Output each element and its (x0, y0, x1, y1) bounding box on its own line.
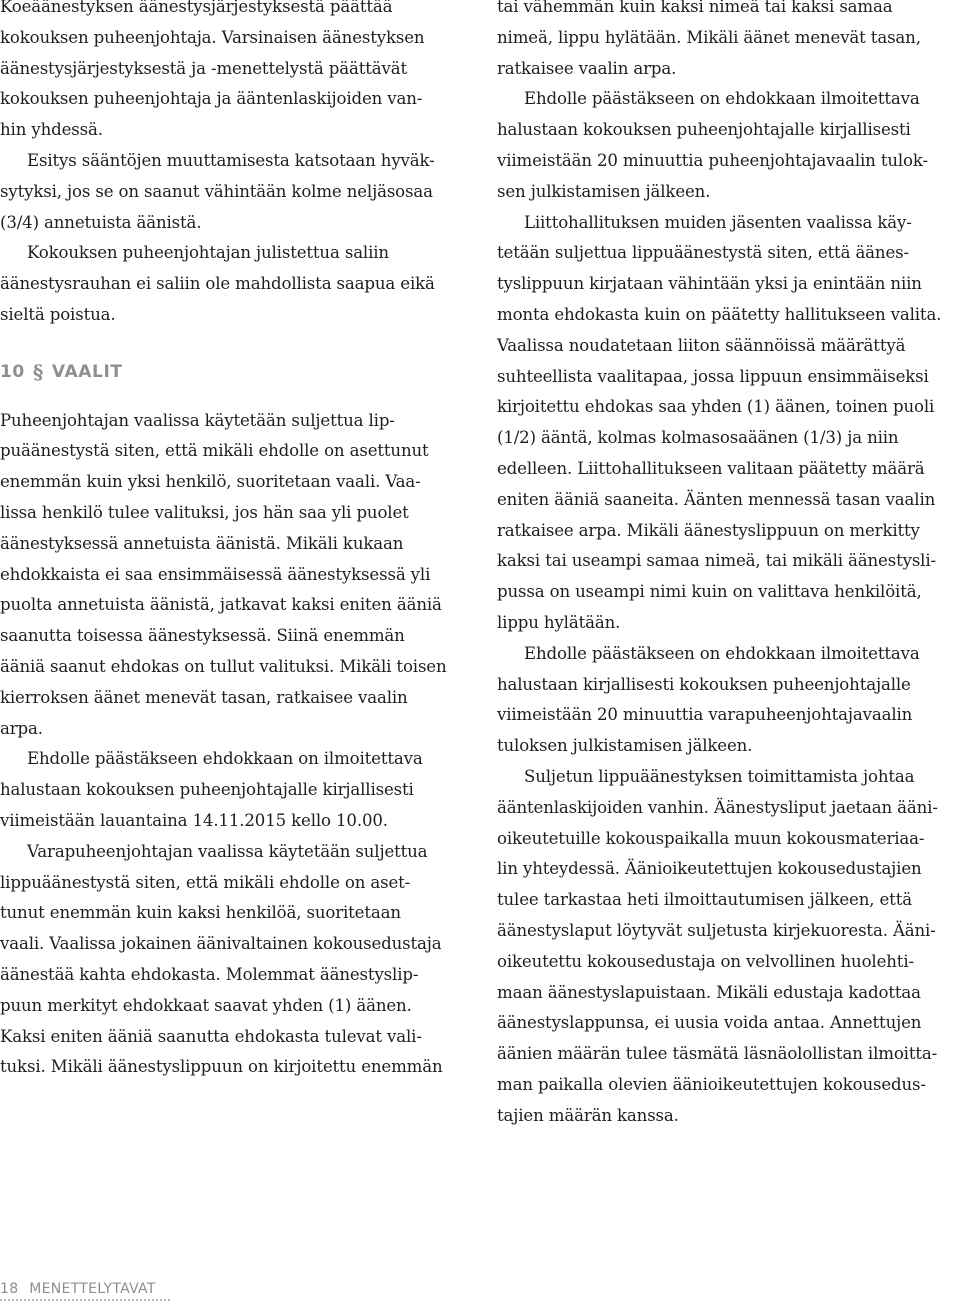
text-line: edelleen. Liittohallitukseen valitaan päätetty määrä (497, 458, 925, 478)
text-line: äänestää kahta ehdokasta. Molemmat äänestyslip- (0, 964, 419, 984)
text-line: lippu hylätään. (497, 612, 621, 632)
text-line: halustaan kokouksen puheenjohtajalle kirjallisesti (0, 780, 414, 800)
text-line: kokouksen puheenjohtaja. Varsinaisen äänestyksen (0, 27, 425, 47)
text-line: Vaalissa noudatetaan liiton säännöissä määrättyä (497, 335, 906, 355)
text-line: viimeistään lauantaina 14.11.2015 kello 10.00. (0, 810, 388, 830)
text-line: saanutta toisessa äänestyksessä. Siinä enemmän (0, 626, 405, 646)
text-line: enemmän kuin yksi henkilö, suoritetaan vaali. Vaa- (0, 472, 421, 492)
text-line: hin yhdessä. (0, 120, 103, 140)
text-line: tuksi. Mikäli äänestyslippuun on kirjoitettu enemmän (0, 1057, 443, 1077)
section-title: VAALIT (51, 361, 123, 382)
text-line: Kaksi eniten ääniä saanutta ehdokasta tulevat vali- (0, 1026, 422, 1046)
text-line: sytyksi, jos se on saanut vähintään kolme neljäsosaa (0, 181, 433, 201)
footer-section-title: MENETTELYTAVAT (29, 1281, 156, 1297)
text-line: Koeäänestyksen äänestysjärjestyksestä päättää (0, 0, 393, 16)
text-line: tajien määrän kanssa. (497, 1105, 679, 1125)
text-line: äänien määrän tulee täsmätä läsnäolollistan ilmoitta- (497, 1044, 938, 1064)
text-line: oikeutetuille kokouspaikalla muun kokousmateriaa- (497, 828, 925, 848)
paragraph-block-elections-continued (497, 0, 960, 1131)
text-line: äänestysrauhan ei saliin ole mahdollista saapua eikä (0, 274, 435, 294)
text-line: äänestyksessä annetuista äänistä. Mikäli kukaan (0, 533, 404, 553)
text-line: ehdokkaista ei saa ensimmäisessä äänestyksessä yli (0, 564, 431, 584)
paragraph-block-elections (0, 406, 470, 1084)
text-line: vaali. Vaalissa jokainen äänivaltainen kokousedustaja (0, 934, 442, 954)
text-line: Ehdolle päästäkseen on ehdokkaan ilmoitettava (524, 643, 920, 663)
text-line: puäänestystä siten, että mikäli ehdolle on asettunut (0, 441, 429, 461)
text-line: äänestyslappunsa, ei uusia voida antaa. Annettujen (497, 1013, 922, 1033)
left-column (0, 0, 470, 1083)
text-line: maan äänestyslapuistaan. Mikäli edustaja kadottaa (497, 982, 921, 1002)
text-line: Suljetun lippuäänestyksen toimittamista johtaa (524, 766, 915, 786)
text-line: ratkaisee vaalin arpa. (497, 58, 677, 78)
text-line: sen julkistamisen jälkeen. (497, 181, 711, 201)
text-line: ratkaisee arpa. Mikäli äänestyslippuun on merkitty (497, 520, 920, 540)
page-footer (0, 1281, 170, 1301)
text-line: ääntenlaskijoiden vanhin. Äänestysliput jaetaan ääni- (497, 797, 938, 817)
text-line: sieltä poistua. (0, 304, 116, 324)
paragraph-block-voting (0, 0, 470, 331)
text-line: Ehdolle päästäkseen on ehdokkaan ilmoitettava (524, 89, 920, 109)
text-line: arpa. (0, 718, 43, 738)
text-line: Puheenjohtajan vaalissa käytetään suljettua lip- (0, 410, 395, 430)
text-line: tetään suljettua lippuäänestystä siten, että äänes- (497, 243, 909, 263)
text-line: tunut enemmän kuin kaksi henkilöä, suoritetaan (0, 903, 401, 923)
text-line: tyslippuun kirjataan vähintään yksi ja enintään niin (497, 274, 922, 294)
text-line: viimeistään 20 minuuttia varapuheenjohtajavaalin (497, 705, 913, 725)
text-line: puun merkityt ehdokkaat saavat yhden (1) äänen. (0, 995, 412, 1015)
text-line: äänestyslaput löytyvät suljetusta kirjekuoresta. Ääni- (497, 920, 936, 940)
text-line: nimeä, lippu hylätään. Mikäli äänet menevät tasan, (497, 27, 921, 47)
text-line: eniten ääniä saaneita. Äänten mennessä tasan vaalin (497, 489, 936, 509)
text-line: Esitys sääntöjen muuttamisesta katsotaan hyväk- (27, 150, 435, 170)
text-line: monta ehdokasta kuin on päätetty hallitukseen valita. (497, 304, 942, 324)
text-line: man paikalla olevien äänioikeutettujen kokousedus- (497, 1074, 926, 1094)
text-line: Varapuheenjohtajan vaalissa käytetään suljettua (27, 841, 428, 861)
text-line: (1/2) ääntä, kolmas kolmasosaäänen (1/3) ja niin (497, 428, 899, 448)
text-line: suhteellista vaalitapaa, jossa lippuun ensimmäiseksi (497, 366, 929, 386)
text-line: puolta annetuista äänistä, jatkavat kaksi eniten ääniä (0, 595, 442, 615)
text-line: kaksi tai useampi samaa nimeä, tai mikäli äänestysli- (497, 551, 936, 571)
text-line: halustaan kirjallisesti kokouksen puheenjohtajalle (497, 674, 911, 694)
section-number: 10 (0, 361, 25, 382)
text-line: kierroksen äänet menevät tasan, ratkaisee vaalin (0, 687, 408, 707)
text-line: Kokouksen puheenjohtajan julistettua saliin (27, 243, 389, 263)
page-number: 18 (0, 1281, 19, 1297)
text-line: (3/4) annetuista äänistä. (0, 212, 202, 232)
text-line: tulee tarkastaa heti ilmoittautumisen jälkeen, että (497, 890, 912, 910)
text-line: halustaan kokouksen puheenjohtajalle kirjallisesti (497, 120, 911, 140)
section-symbol-icon: § (32, 359, 44, 384)
text-line: oikeutettu kokousedustaja on velvollinen huolehti- (497, 951, 914, 971)
text-line: lissa henkilö tulee valituksi, jos hän saa yli puolet (0, 502, 409, 522)
text-line: kirjoitettu ehdokas saa yhden (1) äänen, toinen puoli (497, 397, 935, 417)
text-line: äänestysjärjestyksestä ja -menettelystä päättävät (0, 58, 407, 78)
text-line: kokouksen puheenjohtaja ja ääntenlaskijoiden van- (0, 89, 423, 109)
text-line: tai vähemmän kuin kaksi nimeä tai kaksi samaa (497, 0, 893, 16)
text-line: tuloksen julkistamisen jälkeen. (497, 736, 753, 756)
text-line: pussa on useampi nimi kuin on valittava henkilöitä, (497, 582, 922, 602)
right-column (497, 0, 960, 1131)
text-line: Liittohallituksen muiden jäsenten vaalissa käy- (524, 212, 912, 232)
section-heading (0, 357, 470, 388)
text-line: lin yhteydessä. Äänioikeutettujen kokousedustajien (497, 859, 922, 879)
text-line: viimeistään 20 minuuttia puheenjohtajavaalin tulok- (497, 150, 928, 170)
text-line: ääniä saanut ehdokas on tullut valituksi. Mikäli toisen (0, 656, 447, 676)
text-line: Ehdolle päästäkseen ehdokkaan on ilmoitettava (27, 749, 423, 769)
text-line: lippuäänestystä siten, että mikäli ehdolle on aset- (0, 872, 411, 892)
